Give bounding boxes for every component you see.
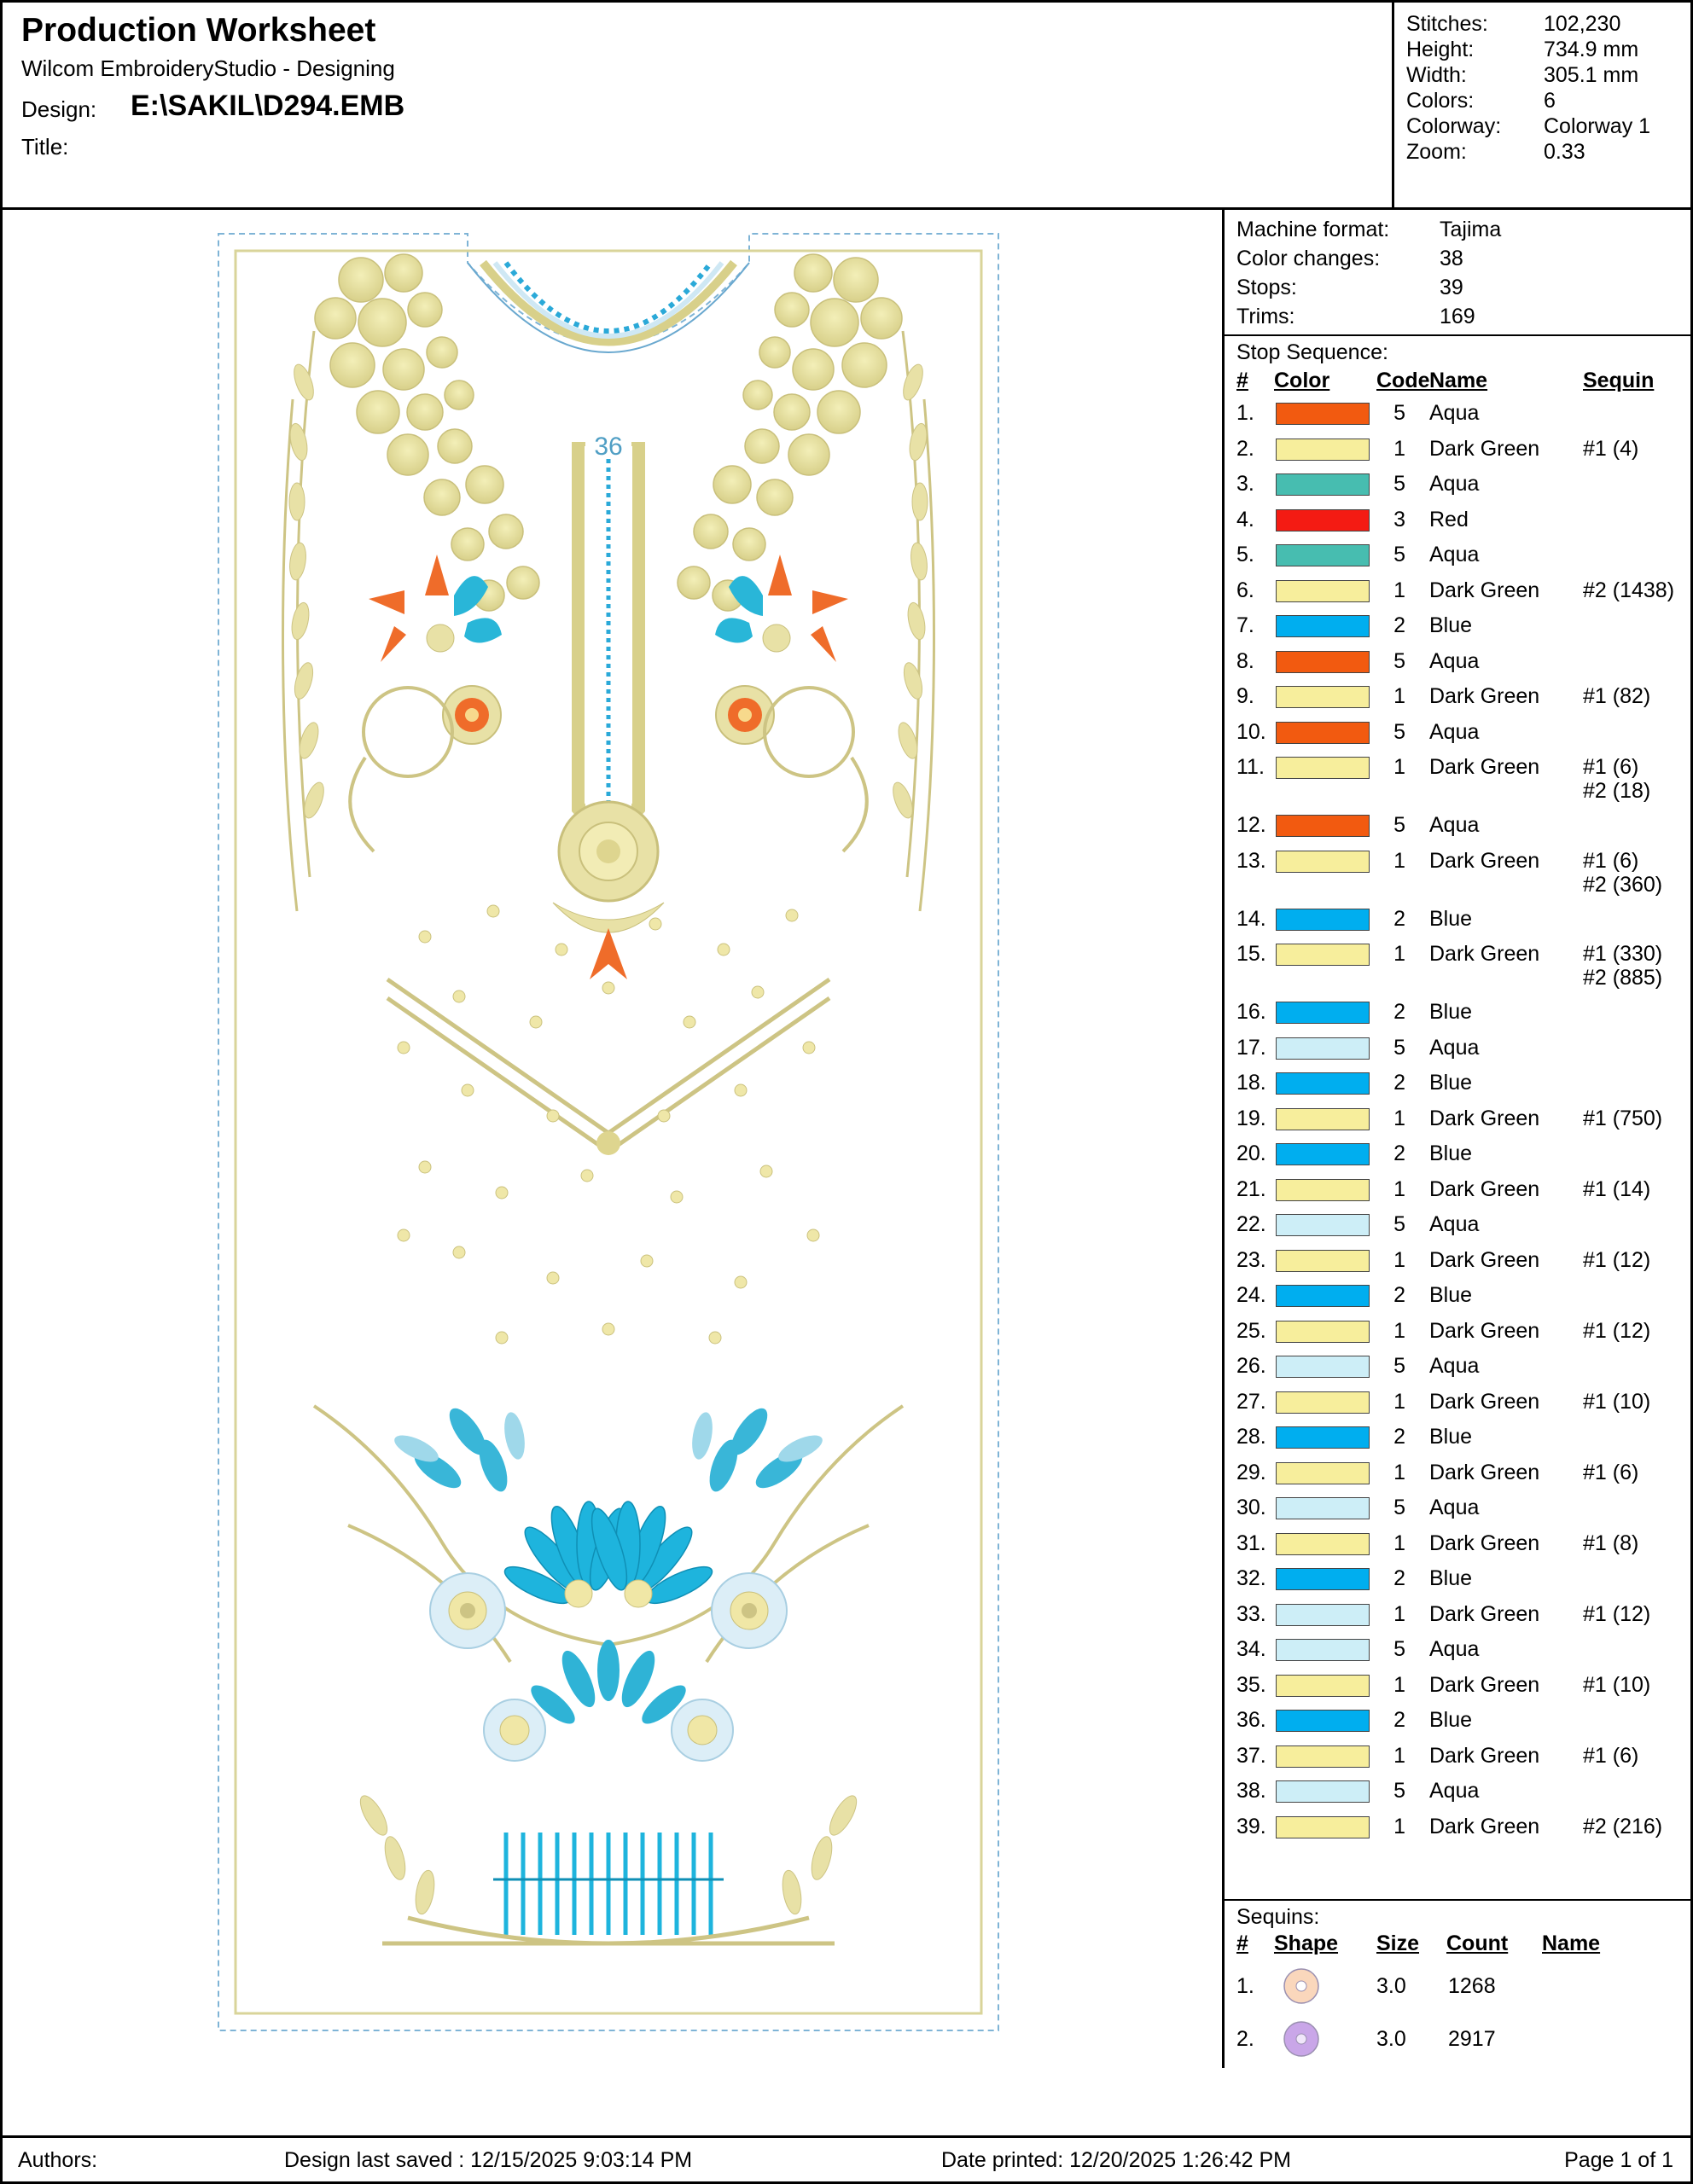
thread-color-swatch <box>1276 1604 1370 1626</box>
garment-artwork <box>212 229 1005 2036</box>
machine-info-block <box>1225 210 1690 336</box>
stop-sequence-row <box>1225 996 1690 1032</box>
thread-code: 1 <box>1393 1814 1405 1838</box>
stat-colorway <box>1394 112 1690 137</box>
stop-sequence-list <box>1225 398 1690 1846</box>
thread-name: Dark Green <box>1429 436 1540 461</box>
stat-width <box>1394 61 1690 86</box>
sequins-list <box>1225 1962 1690 2068</box>
thread-code: 5 <box>1393 472 1405 496</box>
thread-color-swatch <box>1276 1391 1370 1414</box>
sequin-usage: #2 (216) <box>1583 1814 1663 1838</box>
stop-row-number: 33. <box>1236 1601 1266 1626</box>
stop-row-number: 3. <box>1236 472 1254 496</box>
stop-sequence-row <box>1225 1103 1690 1139</box>
thread-name: Blue <box>1429 1141 1473 1165</box>
stop-row-number: 20. <box>1236 1141 1266 1165</box>
thread-color-swatch <box>1276 1072 1370 1095</box>
sequin-shape-icon <box>1281 1966 1322 2013</box>
stop-row-number: 11. <box>1236 755 1265 779</box>
title-label: Title: <box>21 134 69 160</box>
trims-value: 169 <box>1440 305 1475 328</box>
thread-color-swatch <box>1276 757 1370 779</box>
thread-color-swatch <box>1276 1214 1370 1236</box>
col-sequin-header: Sequin <box>1583 369 1655 392</box>
stop-row-number: 5. <box>1236 543 1254 566</box>
stop-row-number: 12. <box>1236 813 1266 837</box>
sequin-col-size: Size <box>1376 1931 1420 1955</box>
thread-color-swatch <box>1276 1002 1370 1024</box>
thread-code: 1 <box>1393 1318 1405 1343</box>
stop-sequence-row <box>1225 433 1690 469</box>
stat-width-label: Width: <box>1406 63 1467 87</box>
machine-format-row <box>1236 215 1690 244</box>
stop-sequence-row <box>1225 1634 1690 1670</box>
thread-code: 5 <box>1393 1779 1405 1803</box>
stop-row-number: 10. <box>1236 719 1266 744</box>
thread-name: Aqua <box>1429 1779 1480 1803</box>
stop-row-number: 18. <box>1236 1071 1266 1095</box>
thread-code: 1 <box>1393 578 1405 602</box>
stat-colors-value: 6 <box>1544 89 1556 113</box>
stop-row-number: 38. <box>1236 1779 1266 1803</box>
thread-color-swatch <box>1276 1356 1370 1378</box>
thread-color-swatch <box>1276 1321 1370 1343</box>
thread-color-swatch <box>1276 1780 1370 1803</box>
stop-sequence-row <box>1225 1775 1690 1811</box>
thread-color-swatch <box>1276 1568 1370 1590</box>
thread-code: 5 <box>1393 719 1405 744</box>
thread-name: Dark Green <box>1429 1176 1540 1201</box>
thread-code: 5 <box>1393 543 1405 566</box>
footer-date-printed: Date printed: 12/20/2025 1:26:42 PM <box>941 2148 1292 2172</box>
stop-sequence-row <box>1225 1457 1690 1493</box>
sequin-col-name: Name <box>1542 1931 1601 1955</box>
thread-code: 5 <box>1393 813 1405 837</box>
sequin-usage: #1 (330) <box>1583 942 1663 966</box>
stop-row-number: 15. <box>1236 942 1266 966</box>
sequin-usage: #1 (6) <box>1583 755 1639 779</box>
thread-color-swatch <box>1276 722 1370 744</box>
stop-sequence-row <box>1225 1670 1690 1705</box>
thread-name: Blue <box>1429 1708 1473 1732</box>
thread-name: Aqua <box>1429 1212 1480 1236</box>
thread-name: Blue <box>1429 1000 1473 1024</box>
stop-row-number: 36. <box>1236 1708 1266 1732</box>
thread-code: 5 <box>1393 1496 1405 1519</box>
sequin-usage: #1 (6) <box>1583 1460 1639 1484</box>
footer-page-number: Page 1 of 1 <box>1564 2148 1673 2172</box>
stop-sequence-row <box>1225 468 1690 504</box>
thread-color-swatch <box>1276 580 1370 602</box>
thread-code: 5 <box>1393 1035 1405 1060</box>
stop-sequence-row <box>1225 1599 1690 1635</box>
thread-name: Aqua <box>1429 543 1480 566</box>
stat-zoom-value: 0.33 <box>1544 140 1585 164</box>
stat-width-value: 305.1 mm <box>1544 63 1639 87</box>
sequin-size: 3.0 <box>1376 1974 1406 1998</box>
design-stats <box>1392 3 1690 207</box>
stop-row-number: 32. <box>1236 1566 1266 1590</box>
thread-name: Dark Green <box>1429 578 1540 602</box>
stop-sequence-row <box>1225 717 1690 752</box>
stop-sequence-row <box>1225 1280 1690 1316</box>
stop-sequence-row <box>1225 610 1690 646</box>
stop-sequence-row <box>1225 1067 1690 1103</box>
thread-code: 1 <box>1393 1672 1405 1697</box>
thread-name: Blue <box>1429 1283 1473 1307</box>
thread-color-swatch <box>1276 909 1370 931</box>
stop-row-number: 17. <box>1236 1035 1266 1060</box>
thread-name: Aqua <box>1429 472 1480 496</box>
thread-name: Aqua <box>1429 648 1480 673</box>
stop-sequence-row <box>1225 1740 1690 1776</box>
thread-name: Blue <box>1429 1425 1473 1449</box>
stop-sequence-row <box>1225 1528 1690 1564</box>
thread-color-swatch <box>1276 1462 1370 1484</box>
stop-row-number: 13. <box>1236 848 1266 873</box>
sequin-usage: #1 (8) <box>1583 1531 1639 1555</box>
sequin-usage: #1 (6) <box>1583 1743 1639 1768</box>
sequin-row-number: 1. <box>1236 1974 1254 1998</box>
thread-name: Dark Green <box>1429 942 1540 966</box>
stop-row-number: 9. <box>1236 684 1254 708</box>
sequins-header <box>1225 1931 1690 1962</box>
sequin-usage: #1 (10) <box>1583 1672 1651 1697</box>
thread-name: Dark Green <box>1429 848 1540 873</box>
thread-name: Dark Green <box>1429 755 1540 779</box>
thread-color-swatch <box>1276 509 1370 531</box>
col-name-header: Name <box>1429 369 1488 392</box>
sequins-title: Sequins: <box>1236 1905 1320 1929</box>
stop-sequence-row <box>1225 1350 1690 1386</box>
thread-name: Dark Green <box>1429 1672 1540 1697</box>
thread-name: Aqua <box>1429 1035 1480 1060</box>
stop-row-number: 1. <box>1236 401 1254 425</box>
stop-row-number: 2. <box>1236 436 1254 461</box>
thread-color-swatch <box>1276 1497 1370 1519</box>
sequin-usage: #1 (12) <box>1583 1601 1651 1626</box>
sequin-row <box>1225 1962 1690 2015</box>
sequin-usage: #1 (750) <box>1583 1106 1663 1130</box>
thread-color-swatch <box>1276 1426 1370 1449</box>
sequins-block <box>1225 1899 1690 2068</box>
stop-sequence-row <box>1225 938 1690 996</box>
stop-sequence-row <box>1225 1492 1690 1528</box>
thread-code: 1 <box>1393 436 1405 461</box>
color-changes-value: 38 <box>1440 247 1463 270</box>
thread-code: 2 <box>1393 1566 1405 1590</box>
stop-row-number: 30. <box>1236 1496 1266 1519</box>
stop-row-number: 8. <box>1236 648 1254 673</box>
footer-authors: Authors: <box>18 2148 98 2172</box>
trims-row <box>1236 302 1690 331</box>
thread-code: 1 <box>1393 755 1405 779</box>
thread-color-swatch <box>1276 1745 1370 1768</box>
sequin-shape-icon <box>1281 2018 1322 2065</box>
thread-name: Dark Green <box>1429 1531 1540 1555</box>
thread-code: 1 <box>1393 1247 1405 1272</box>
thread-name: Aqua <box>1429 813 1480 837</box>
thread-name: Dark Green <box>1429 1743 1540 1768</box>
machine-format-label: Machine format: <box>1236 218 1390 241</box>
stops-value: 39 <box>1440 276 1463 299</box>
thread-color-swatch <box>1276 1179 1370 1201</box>
thread-code: 1 <box>1393 1601 1405 1626</box>
stop-row-number: 23. <box>1236 1247 1266 1272</box>
sequin-size: 3.0 <box>1376 2027 1406 2051</box>
stop-sequence-row <box>1225 646 1690 682</box>
col-code-header: Code <box>1376 369 1430 392</box>
thread-name: Dark Green <box>1429 1814 1540 1838</box>
thread-code: 1 <box>1393 1106 1405 1130</box>
thread-code: 5 <box>1393 401 1405 425</box>
stop-sequence-row <box>1225 1174 1690 1210</box>
sequin-row <box>1225 2015 1690 2068</box>
thread-color-swatch <box>1276 1250 1370 1272</box>
thread-color-swatch <box>1276 403 1370 425</box>
thread-name: Blue <box>1429 906 1473 931</box>
thread-name: Dark Green <box>1429 1460 1540 1484</box>
thread-code: 2 <box>1393 1425 1405 1449</box>
thread-color-swatch <box>1276 851 1370 873</box>
thread-code: 2 <box>1393 613 1405 637</box>
thread-code: 3 <box>1393 507 1405 531</box>
thread-color-swatch <box>1276 1285 1370 1307</box>
thread-code: 1 <box>1393 684 1405 708</box>
stop-row-number: 28. <box>1236 1425 1266 1449</box>
stop-row-number: 37. <box>1236 1743 1266 1768</box>
design-preview-area <box>3 210 1225 2068</box>
thread-color-swatch <box>1276 1108 1370 1130</box>
stat-colors <box>1394 86 1690 112</box>
stat-height-value: 734.9 mm <box>1544 38 1639 61</box>
stop-sequence-title: Stop Sequence: <box>1236 340 1388 364</box>
thread-code: 2 <box>1393 1000 1405 1024</box>
stop-row-number: 14. <box>1236 906 1266 931</box>
thread-color-swatch <box>1276 1816 1370 1838</box>
stop-sequence-row <box>1225 575 1690 611</box>
sequin-col-count: Count <box>1446 1931 1509 1955</box>
thread-name: Dark Green <box>1429 1318 1540 1343</box>
design-label: Design: <box>21 96 97 122</box>
machine-format-value: Tajima <box>1440 218 1502 241</box>
sequin-col-shape: Shape <box>1274 1931 1339 1955</box>
stat-colorway-label: Colorway: <box>1406 114 1502 138</box>
sequin-usage: #1 (12) <box>1583 1318 1651 1343</box>
thread-color-swatch <box>1276 473 1370 496</box>
stop-sequence-row <box>1225 1138 1690 1174</box>
app-subtitle: Wilcom EmbroideryStudio - Designing <box>21 55 395 81</box>
page-header <box>3 3 1690 210</box>
stop-row-number: 34. <box>1236 1637 1266 1661</box>
thread-code: 5 <box>1393 648 1405 673</box>
stop-row-number: 22. <box>1236 1212 1266 1236</box>
stop-sequence-row <box>1225 398 1690 433</box>
stop-sequence-row <box>1225 845 1690 903</box>
stop-sequence-row <box>1225 1316 1690 1351</box>
stop-row-number: 16. <box>1236 1000 1266 1024</box>
stat-height <box>1394 35 1690 61</box>
stop-sequence-row <box>1225 1705 1690 1740</box>
stop-sequence-header <box>1225 369 1690 398</box>
sequin-usage: #1 (82) <box>1583 684 1651 708</box>
stat-zoom-label: Zoom: <box>1406 140 1467 164</box>
stop-sequence-row <box>1225 810 1690 845</box>
thread-code: 5 <box>1393 1212 1405 1236</box>
thread-color-swatch <box>1276 1037 1370 1060</box>
thread-code: 1 <box>1393 1389 1405 1414</box>
stop-sequence-row <box>1225 539 1690 575</box>
stop-sequence-row <box>1225 1386 1690 1422</box>
thread-name: Blue <box>1429 1566 1473 1590</box>
footer-last-saved: Design last saved : 12/15/2025 9:03:14 PM <box>284 2148 693 2172</box>
page-title: Production Worksheet <box>21 12 376 49</box>
thread-code: 1 <box>1393 1460 1405 1484</box>
thread-code: 1 <box>1393 848 1405 873</box>
thread-name: Blue <box>1429 613 1473 637</box>
thread-code: 1 <box>1393 942 1405 966</box>
stop-row-number: 26. <box>1236 1354 1266 1378</box>
stop-sequence-row <box>1225 1032 1690 1068</box>
thread-color-swatch <box>1276 815 1370 837</box>
stop-row-number: 29. <box>1236 1460 1266 1484</box>
thread-code: 2 <box>1393 1708 1405 1732</box>
col-color-header: Color <box>1274 369 1330 392</box>
stat-stitches-value: 102,230 <box>1544 12 1621 36</box>
stop-row-number: 19. <box>1236 1106 1266 1130</box>
thread-color-swatch <box>1276 1639 1370 1661</box>
thread-name: Aqua <box>1429 1496 1480 1519</box>
trims-label: Trims: <box>1236 305 1295 328</box>
thread-color-swatch <box>1276 439 1370 461</box>
sequin-usage-secondary: #2 (18) <box>1583 779 1651 803</box>
sequin-usage: #2 (1438) <box>1583 578 1675 602</box>
thread-name: Aqua <box>1429 401 1480 425</box>
stop-row-number: 25. <box>1236 1318 1266 1343</box>
thread-name: Blue <box>1429 1071 1473 1095</box>
sequin-usage: #1 (6) <box>1583 848 1639 873</box>
stat-colorway-value: Colorway 1 <box>1544 114 1651 138</box>
thread-code: 1 <box>1393 1743 1405 1768</box>
sequin-usage: #1 (12) <box>1583 1247 1651 1272</box>
design-row <box>21 90 1028 127</box>
header-left <box>21 11 1028 160</box>
stop-sequence-row <box>1225 1563 1690 1599</box>
thread-color-swatch <box>1276 1143 1370 1165</box>
thread-code: 2 <box>1393 1141 1405 1165</box>
thread-name: Dark Green <box>1429 1601 1540 1626</box>
sequin-usage-secondary: #2 (360) <box>1583 872 1663 897</box>
page-footer <box>3 2135 1690 2181</box>
stop-sequence-row <box>1225 681 1690 717</box>
thread-name: Red <box>1429 507 1469 531</box>
design-path-value: E:\SAKIL\D294.EMB <box>131 90 405 122</box>
thread-color-swatch <box>1276 651 1370 673</box>
sequin-usage-secondary: #2 (885) <box>1583 966 1663 990</box>
thread-color-swatch <box>1276 944 1370 966</box>
sequin-count: 2917 <box>1448 2027 1496 2051</box>
thread-name: Aqua <box>1429 1354 1480 1378</box>
thread-name: Dark Green <box>1429 1247 1540 1272</box>
sequin-row-number: 2. <box>1236 2027 1254 2051</box>
stat-stitches-label: Stitches: <box>1406 12 1488 36</box>
thread-code: 1 <box>1393 1176 1405 1201</box>
stop-sequence-row <box>1225 752 1690 810</box>
thread-name: Aqua <box>1429 1637 1480 1661</box>
stop-sequence-row <box>1225 903 1690 939</box>
thread-name: Dark Green <box>1429 684 1540 708</box>
stop-sequence-row <box>1225 1209 1690 1245</box>
stop-sequence-row <box>1225 1421 1690 1457</box>
stop-row-number: 27. <box>1236 1389 1266 1414</box>
thread-code: 2 <box>1393 1071 1405 1095</box>
stat-height-label: Height: <box>1406 38 1475 61</box>
thread-color-swatch <box>1276 686 1370 708</box>
thread-color-swatch <box>1276 615 1370 637</box>
stop-row-number: 7. <box>1236 613 1254 637</box>
stop-sequence-row <box>1225 504 1690 540</box>
stops-row <box>1236 273 1690 302</box>
thread-code: 5 <box>1393 1637 1405 1661</box>
stops-label: Stops: <box>1236 276 1297 299</box>
stat-colors-label: Colors: <box>1406 89 1475 113</box>
stat-zoom <box>1394 137 1690 163</box>
sequin-usage: #1 (10) <box>1583 1389 1651 1414</box>
stop-row-number: 24. <box>1236 1283 1266 1307</box>
thread-code: 2 <box>1393 906 1405 931</box>
thread-code: 2 <box>1393 1283 1405 1307</box>
thread-code: 1 <box>1393 1531 1405 1555</box>
stop-row-number: 4. <box>1236 507 1254 531</box>
col-num-header: # <box>1236 369 1248 392</box>
thread-name: Dark Green <box>1429 1106 1540 1130</box>
stat-stitches <box>1394 9 1690 35</box>
thread-code: 5 <box>1393 1354 1405 1378</box>
stop-sequence-row <box>1225 1245 1690 1281</box>
stop-sequence-row <box>1225 1811 1690 1847</box>
sequin-usage: #1 (14) <box>1583 1176 1651 1201</box>
color-changes-row <box>1236 244 1690 273</box>
neck-size-number: 36 <box>594 433 623 461</box>
stop-row-number: 6. <box>1236 578 1254 602</box>
sequin-count: 1268 <box>1448 1974 1496 1998</box>
thread-color-swatch <box>1276 544 1370 566</box>
thread-color-swatch <box>1276 1675 1370 1697</box>
stop-row-number: 35. <box>1236 1672 1266 1697</box>
info-panel <box>1225 210 1690 2068</box>
color-changes-label: Color changes: <box>1236 247 1381 270</box>
sequin-col-num: # <box>1236 1931 1248 1955</box>
stop-row-number: 39. <box>1236 1814 1266 1838</box>
thread-name: Dark Green <box>1429 1389 1540 1414</box>
sequin-usage: #1 (4) <box>1583 436 1639 461</box>
stop-row-number: 21. <box>1236 1176 1266 1201</box>
stop-row-number: 31. <box>1236 1531 1266 1555</box>
thread-name: Aqua <box>1429 719 1480 744</box>
thread-color-swatch <box>1276 1710 1370 1732</box>
thread-color-swatch <box>1276 1533 1370 1555</box>
